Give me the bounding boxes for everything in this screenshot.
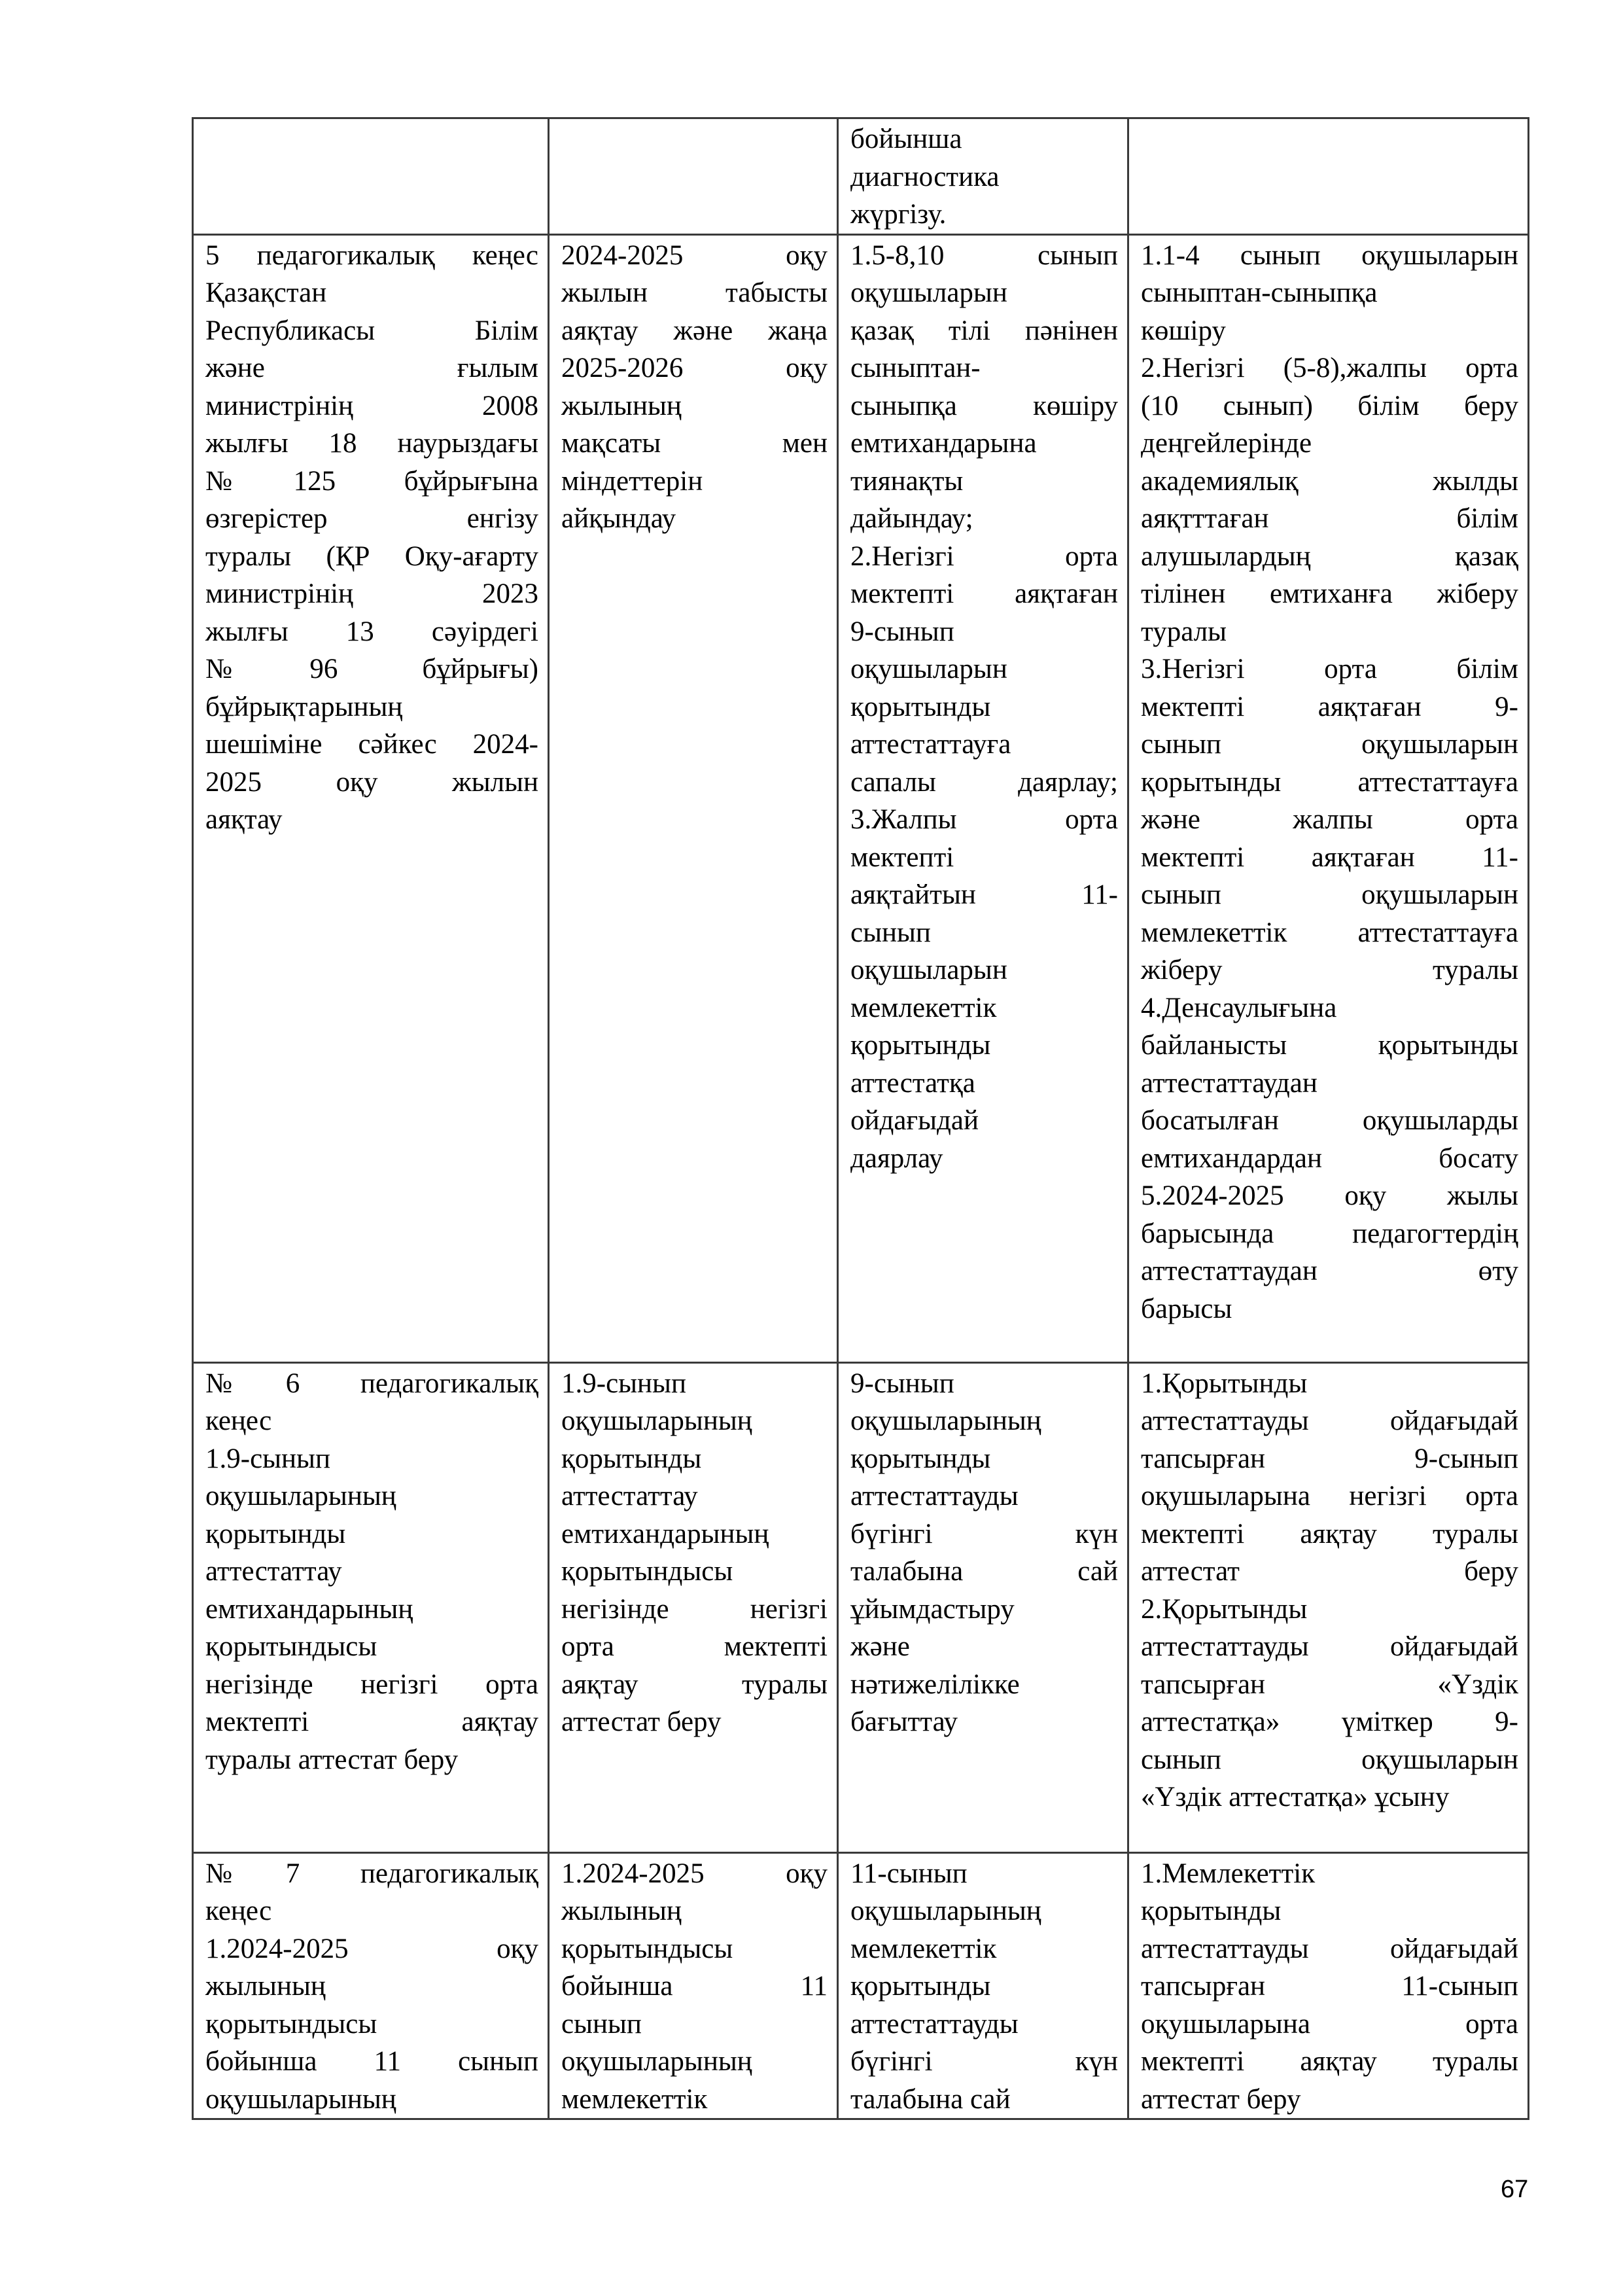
cell-line: байланысты қорытынды [1141,1030,1518,1061]
cell-line: аттестатқа [850,1067,975,1099]
cell-line: емтихандарының [561,1518,769,1549]
cell-line: бүгінгі күн [850,2046,1118,2077]
cell-line: сынып [850,917,931,948]
cell-line: ойдағыдай [850,1105,979,1136]
cell-line: тілінен емтиханға жіберу [1141,578,1518,609]
cell-line: 2.Негізгі орта [850,540,1118,572]
cell-line: шешіміне сәйкес 2024- [205,729,538,760]
cell-line: оқушыларының [850,1405,1041,1436]
cell-line: мектепті аяқтау [205,1706,538,1737]
cell-line: 1.2024-2025 оқу [561,1858,828,1889]
cell-line: 1.2024-2025 оқу [205,1933,538,1964]
cell-line: бүгінгі күн [850,1518,1118,1549]
cell-line: Республикасы Білім [205,315,538,346]
cell-line: сапалы даярлау; [850,766,1118,798]
table-row [193,118,1529,235]
cell-line: бойынша 11 сынып [205,2046,538,2077]
table-cell [1128,234,1529,1362]
cell-line: аттестаттау [205,1556,342,1587]
cell-line: мектепті [850,841,954,873]
cell-line: барысында педагогтердің [1141,1218,1518,1249]
cell-line: қорытындысы [205,2008,377,2040]
cell-line: қорытынды аттестаттауға [1141,766,1518,798]
cell-line: аттестаттаудан [1141,1067,1318,1099]
cell-line: дайындау; [850,503,973,534]
cell-line: босатылған оқушыларды [1141,1105,1518,1136]
cell-line: 3.Негізгі орта білім [1141,654,1518,684]
cell-line: бойынша [850,124,962,154]
cell-line: 9-сынып [850,616,954,647]
cell-line: оқушыларының [205,1481,396,1511]
cell-line: аттестатқа» үміткер 9- [1141,1706,1518,1737]
cell-line: кеңес [205,1405,272,1436]
table-cell [838,118,1128,235]
cell-line: 5.2024-2025 оқу жылы [1141,1180,1518,1211]
table-cell [1128,1852,1529,2119]
cell-line: сынып оқушыларын [1141,729,1518,760]
cell-line: өзгерістер енгізу [205,503,538,534]
cell-line: оқушыларының [205,2083,396,2115]
cell-line: сынып оқушыларын [1141,1744,1518,1775]
cell-line: мектепті аяқтаған [850,578,1118,609]
table-cell [549,1852,838,2119]
cell-line: 3.Жалпы орта [850,804,1118,835]
cell-line: қорытындысы [205,1631,377,1662]
cell-line: диагностика [850,161,1000,192]
cell-line: көшіру [1141,315,1226,346]
table-row [193,1852,1529,2119]
cell-line: тапсырған 11-сынып [1141,1971,1518,2002]
cell-line: мектепті аяқтау туралы [1141,1518,1518,1549]
cell-line: сынып оқушыларын [1141,879,1518,910]
cell-line: тиянақты [850,465,964,497]
table-cell [193,1852,549,2119]
cell-line: 1.Мемлекеттік [1141,1858,1316,1889]
cell-line: қорытындысы [561,1933,733,1964]
cell-line: аттестаттаудан өту [1141,1256,1518,1286]
cell-line: талабына сай [850,2083,1011,2115]
page-number: 67 [1501,2176,1529,2203]
cell-line: 1.1-4 сынып оқушыларын [1141,239,1518,271]
table-row [193,1362,1529,1852]
cell-line: аяқтттаған білім [1141,503,1518,534]
cell-line: оқушыларын [850,654,1007,684]
table-cell [838,1852,1128,2119]
cell-line: Қазақстан [205,277,327,308]
cell-line: қорытындысы [561,1556,733,1587]
cell-line: аяқтайтын 11- [850,879,1118,910]
cell-line: жүргізу. [850,199,947,230]
cell-line: туралы [1141,616,1227,647]
cell-line: аттестат беру [561,1706,722,1737]
cell-line: 2024-2025 оқу [561,239,828,271]
cell-line: аяқтау туралы [561,1669,828,1700]
cell-line: аттестаттауды ойдағыдай [1141,1933,1518,1964]
cell-line: аяқтау [205,804,283,835]
cell-line: 2.Қорытынды [1141,1593,1308,1625]
cell-line: 1.5-8,10 сынып [850,239,1118,271]
cell-line: негізінде негізгі орта [205,1669,538,1700]
cell-line: мақсаты мен [561,428,828,459]
cell-line: қорытынды [205,1518,346,1549]
cell-line: оқушыларының [561,1405,752,1436]
cell-line: емтихандарының [205,1593,413,1625]
cell-line: емтихандарына [850,428,1037,459]
cell-line: барысы [1141,1293,1232,1324]
cell-line: 4.Денсаулығына [1141,992,1337,1023]
cell-line: аттестаттау [561,1481,698,1511]
cell-line: оқушыларының [561,2046,752,2077]
cell-line: тапсырған 9-сынып [1141,1443,1518,1474]
cell-line: мектепті аяқтаған 11- [1141,841,1518,873]
cell-line: 1.9-сынып [561,1368,686,1399]
cell-line: министрінің 2023 [205,578,538,609]
cell-line: оқушыларын [850,277,1007,308]
cell-line: деңгейлерінде [1141,428,1312,459]
cell-line: кеңес [205,1896,272,1926]
cell-line: жылының [561,390,682,421]
cell-line: аттестаттауға [850,729,1011,760]
table-cell [1128,1362,1529,1852]
table-cell [193,1362,549,1852]
table-cell [549,118,838,235]
cell-line: жылғы 18 наурыздағы [205,428,538,459]
cell-line: 1.9-сынып [205,1443,330,1474]
cell-line: алушылардың қазақ [1141,540,1518,572]
cell-line: бағыттау [850,1706,958,1737]
table-cell [549,1362,838,1852]
cell-line: мемлекеттік аттестаттауға [1141,917,1518,948]
cell-line: аттестат беру [1141,1556,1518,1587]
cell-line: қазақ тілі пәнінен [850,315,1118,346]
cell-line: №125 бұйрығына [205,465,538,497]
cell-line: «Үздік аттестатқа» ұсыну [1141,1782,1450,1812]
cell-line: сынып [561,2008,642,2040]
cell-line: 11-сынып [850,1858,968,1889]
cell-line: 5 педагогикалық кеңес [205,239,538,271]
cell-line: және жалпы орта [1141,804,1518,835]
cell-line: №6 педагогикалық [205,1368,538,1399]
cell-line: қорытынды [850,1971,991,2002]
cell-line: №7 педагогикалық [205,1858,538,1889]
cell-line: жылының [561,1896,682,1926]
cell-line: аттестаттауды [850,1481,1019,1511]
cell-line: талабына сай [850,1556,1118,1587]
table-cell [549,234,838,1362]
cell-line: туралы (ҚР Оқу-ағарту [205,540,538,572]
cell-line: 2025 оқу жылын [205,766,538,798]
cell-line: жылын табысты [561,277,828,308]
cell-line: аттестаттауды [850,2008,1019,2040]
cell-line: оқушыларына негізгі орта [1141,1481,1518,1511]
table-cell [1128,118,1529,235]
cell-line: қорытынды [561,1443,702,1474]
cell-line: даярлау [850,1142,943,1174]
table-cell [838,1362,1128,1852]
cell-line: оқушыларына орта [1141,2008,1518,2040]
table-cell [838,234,1128,1362]
cell-line: оқушыларын [850,955,1007,985]
cell-line: ұйымдастыру [850,1593,1015,1625]
cell-line: мемлекеттік [850,992,997,1023]
cell-line: тапсырған «Үздік [1141,1669,1518,1700]
cell-line: оқушыларының [850,1896,1041,1926]
cell-line: №96 бұйрығы) [205,654,538,684]
table-row [193,234,1529,1362]
cell-line: туралы аттестат беру [205,1744,459,1775]
cell-line: және ғылым [205,353,538,383]
cell-line: сыныптан-сыныпқа [1141,277,1378,308]
cell-line: және [850,1631,910,1662]
cell-line: аттестаттауды ойдағыдай [1141,1405,1518,1436]
cell-line: министрінің 2008 [205,390,538,421]
cell-line: аттестат беру [1141,2083,1301,2115]
cell-line: 9-сынып [850,1368,954,1399]
cell-line: 2.Негізгі (5-8),жалпы орта [1141,353,1518,383]
cell-line: емтихандардан босату [1141,1142,1518,1174]
pedagogical-council-table [192,117,1529,2120]
cell-line: қорытынды [850,1443,991,1474]
cell-line: аттестаттауды ойдағыдай [1141,1631,1518,1662]
cell-line: қорытынды [850,691,991,722]
cell-line: академиялық жылды [1141,465,1518,497]
cell-line: мемлекеттік [561,2083,708,2115]
cell-line: жылғы 13 сәуірдегі [205,616,538,647]
cell-line: сыныптан- [850,353,981,383]
cell-line: негізінде негізгі [561,1593,828,1625]
cell-line: қорытынды [1141,1896,1282,1926]
cell-line: сыныпқа көшіру [850,390,1118,421]
cell-line: бұйрықтарының [205,691,403,722]
cell-line: жылының [205,1971,326,2002]
cell-line: аяқтау және жаңа [561,315,828,346]
table-cell [193,118,549,235]
cell-line: міндеттерін [561,465,703,497]
cell-line: мектепті аяқтаған 9- [1141,691,1518,722]
table-cell [193,234,549,1362]
cell-line: 2025-2026 оқу [561,353,828,383]
cell-line: қорытынды [850,1030,991,1061]
cell-line: нәтижелілікке [850,1669,1020,1700]
cell-line: орта мектепті [561,1631,828,1662]
cell-line: (10 сынып) білім беру [1141,390,1518,421]
cell-line: 1.Қорытынды [1141,1368,1308,1399]
cell-line: айқындау [561,503,676,534]
cell-line: мемлекеттік [850,1933,997,1964]
cell-line: мектепті аяқтау туралы [1141,2046,1518,2077]
cell-line: жіберу туралы [1141,955,1518,985]
cell-line: бойынша 11 [561,1971,828,2002]
